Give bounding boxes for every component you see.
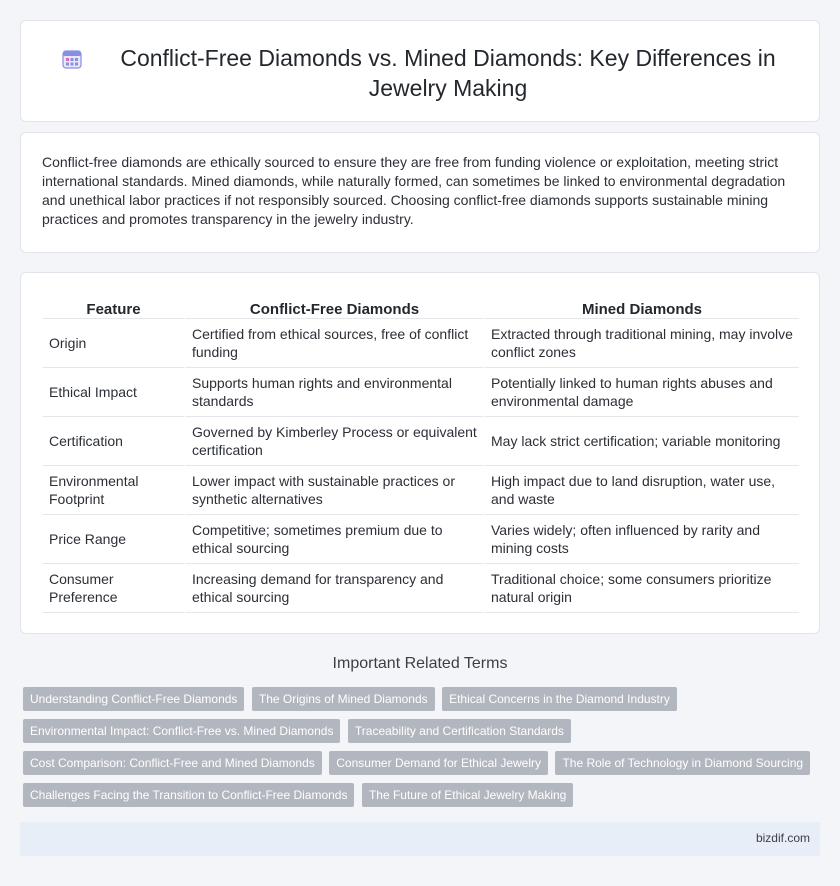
related-term-tag[interactable]: Traceability and Certification Standards (348, 719, 571, 743)
row-feature: Price Range (43, 515, 184, 564)
footer-site-link[interactable]: bizdif.com (755, 831, 810, 845)
related-term-tag[interactable]: Environmental Impact: Conflict-Free vs. Mined Diamonds (23, 719, 340, 743)
row-feature: Environmental Footprint (43, 466, 184, 515)
row-feature: Consumer Preference (43, 564, 184, 613)
footer (20, 822, 820, 856)
related-term-tag[interactable]: Cost Comparison: Conflict-Free and Mined Diamonds (23, 751, 322, 775)
row-feature: Ethical Impact (43, 368, 184, 417)
table-row (43, 466, 799, 515)
tag-row (23, 719, 823, 751)
related-term-tag[interactable]: Ethical Concerns in the Diamond Industry (442, 687, 677, 711)
row-feature: Origin (43, 319, 184, 368)
table-header-row (43, 297, 799, 319)
header-mined: Mined Diamonds (483, 297, 799, 319)
header-feature: Feature (43, 297, 184, 319)
row-mined: Traditional choice; some consumers prioritize natural origin (483, 564, 799, 613)
row-conflict-free: Lower impact with sustainable practices or synthetic alternatives (184, 466, 483, 515)
row-mined: May lack strict certification; variable monitoring (483, 417, 799, 466)
tag-row (23, 687, 823, 719)
intro-paragraph: Conflict-free diamonds are ethically sourced to ensure they are free from funding violence or exploitation, meeting strict international standards. Mined diamonds, while naturally formed, can sometimes be linked to environmental degradation and unethical labor practices if not responsibly sourced. Choosing conflict-free diamonds supports sustainable mining practices and promotes transparency in the jewelry industry. (42, 154, 786, 227)
table-row (43, 417, 799, 466)
related-term-tag[interactable]: The Role of Technology in Diamond Sourcing (555, 751, 810, 775)
row-conflict-free: Competitive; sometimes premium due to ethical sourcing (184, 515, 483, 564)
table-row (43, 319, 799, 368)
related-term-tag[interactable]: Understanding Conflict-Free Diamonds (23, 687, 244, 711)
related-term-tag[interactable]: The Future of Ethical Jewelry Making (362, 783, 573, 807)
table-row (43, 368, 799, 417)
row-conflict-free: Certified from ethical sources, free of conflict funding (184, 319, 483, 368)
intro-card (20, 132, 820, 253)
row-conflict-free: Supports human rights and environmental standards (184, 368, 483, 417)
row-conflict-free: Increasing demand for transparency and ethical sourcing (184, 564, 483, 613)
related-terms-list (23, 687, 823, 815)
title-card (20, 20, 820, 122)
table-row (43, 515, 799, 564)
header-conflict-free: Conflict-Free Diamonds (184, 297, 483, 319)
comparison-table-card (20, 272, 820, 634)
row-mined: High impact due to land disruption, water use, and waste (483, 466, 799, 515)
related-term-tag[interactable]: Challenges Facing the Transition to Conflict-Free Diamonds (23, 783, 354, 807)
related-terms-title: Important Related Terms (332, 655, 508, 672)
related-term-tag[interactable]: The Origins of Mined Diamonds (252, 687, 435, 711)
row-mined: Potentially linked to human rights abuses and environmental damage (483, 368, 799, 417)
related-term-tag[interactable]: Consumer Demand for Ethical Jewelry (329, 751, 548, 775)
page-title: Conflict-Free Diamonds vs. Mined Diamonds: Key Differences in Jewelry Making (120, 45, 776, 101)
comparison-table (43, 297, 799, 613)
tag-row (23, 751, 823, 783)
row-mined: Varies widely; often influenced by rarity and mining costs (483, 515, 799, 564)
row-feature: Certification (43, 417, 184, 466)
row-mined: Extracted through traditional mining, may involve conflict zones (483, 319, 799, 368)
row-conflict-free: Governed by Kimberley Process or equivalent certification (184, 417, 483, 466)
tag-row (23, 783, 823, 815)
table-row (43, 564, 799, 613)
